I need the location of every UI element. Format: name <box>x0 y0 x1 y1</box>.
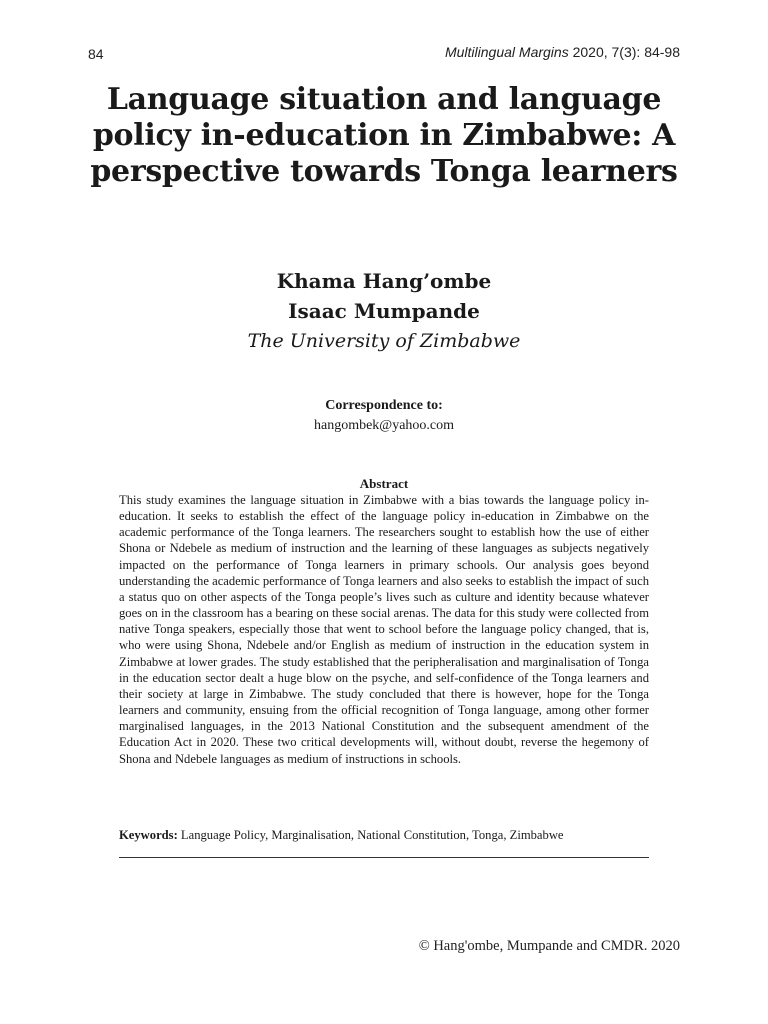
abstract-heading: Abstract <box>359 476 409 491</box>
author-name-2: Isaac Mumpande <box>288 299 480 323</box>
keywords-line <box>119 827 659 843</box>
correspondence-block <box>80 396 688 436</box>
keywords-label: Keywords: <box>119 828 178 842</box>
article-title: Language situation and language policy in-education in Zimbabwe: A perspective towards Tonga learners <box>90 82 678 189</box>
journal-reference <box>445 44 680 60</box>
copyright-notice: © Hang'ombe, Mumpande and CMDR. 2020 <box>418 938 680 954</box>
correspondence-label: Correspondence to: <box>325 398 443 413</box>
author-affiliation: The University of Zimbabwe <box>247 330 521 352</box>
keywords-divider <box>119 857 649 858</box>
correspondence-email: hangombek@yahoo.com <box>313 418 455 433</box>
keywords-text: Language Policy, Marginalisation, National Constitution, Tonga, Zimbabwe <box>177 828 564 842</box>
journal-name: Multilingual Margins <box>444 44 569 60</box>
abstract-body: This study examines the language situation in Zimbabwe with a bias towards the language policy in-education. It seeks to establish the effect of the language policy in-education in Zimbabwe on the academic performance of the Tonga learners. The researchers sought to establish how the use of either Shona or Ndebele as medium of instruction and the learning of these languages as subjects negatively impacted on the performance of Tonga learners in primary schools. Our analysis goes beyond understanding the academic performance of Tonga learners and also seeks to establish the impact of such a status quo on other aspects of the Tonga people’s lives such as culture and identity because whatever goes on in the classroom has a bearing on these social arenas. The data for this study were collected from native Tonga speakers, especially those that went to school before the language policy changed, that is, who were using Shona, Ndebele and/or English as medium of instruction in the education system in Zimbabwe at lower grades. The study established that the peripheralisation and marginalisation of Tonga in the education sector dealt a huge blow on the psyche, and self-confidence of the Tonga learners and their society at large in Zimbabwe. The study concluded that there is however, hope for the Tonga learners and community, ensuing from the official recognition of Tonga language, among other former marginalised languages, in the 2013 National Constitution and the subsequent amendment of the Education Act in 2020. These two critical developments will, without doubt, reverse the hegemony of Shona and Ndebele languages as medium of instructions in schools. <box>119 493 649 766</box>
journal-citation: 2020, 7(3): 84-98 <box>568 44 680 60</box>
author-name-1: Khama Hang’ombe <box>276 269 492 293</box>
author-block <box>80 266 688 356</box>
page-number: 84 <box>88 46 104 62</box>
